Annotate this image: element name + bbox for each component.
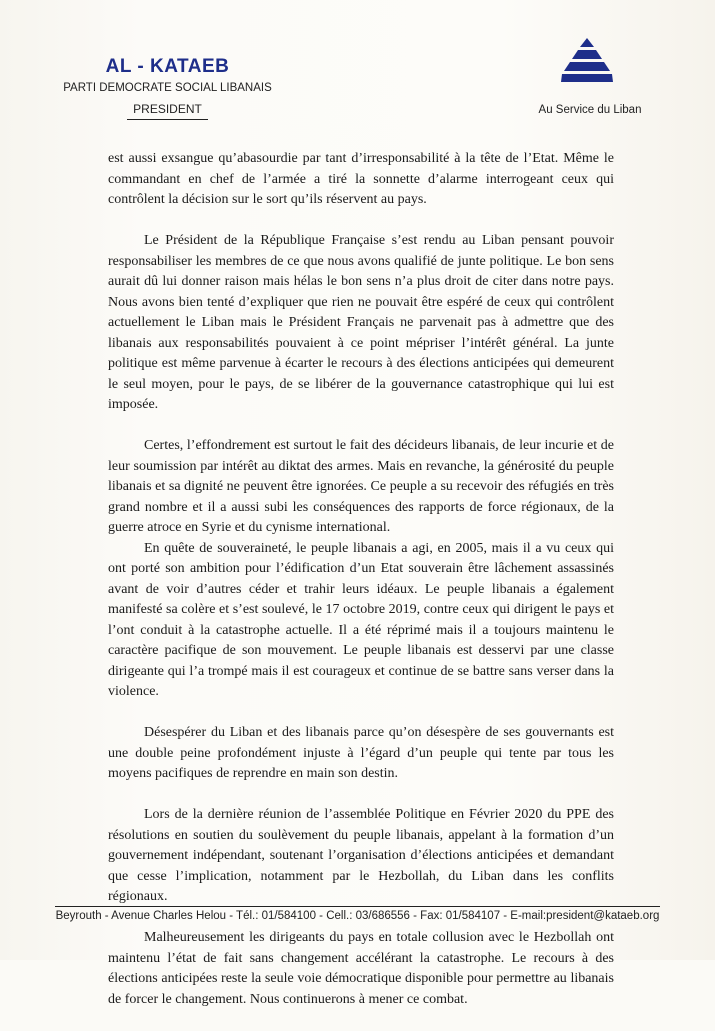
president-title: PRESIDENT bbox=[127, 101, 208, 120]
letter-body bbox=[108, 149, 614, 1031]
paragraph: En quête de souveraineté, le peuple libanais a agi, en 2005, mais il a vu ceux qui ont porté son ambition pour l’édification d’un Etat souverain être lâchement assassinés avant de voir d’autres céder et trahir leurs idéaux. Le peuple libanais a également manifesté sa colère et s’est soulevé, le 17 octobre 2019, contre ceux qui dirigent le pays et l’ont conduit à la catastrophe actuelle. Il a été réprimé mais il a toujours maintenu le caractère pacifique de son mouvement. Le peuple libanais est desservi par une classe dirigeante qui l’a trompé mais il est courageux et continue de se battre sans verser dans la violence. bbox=[108, 540, 614, 699]
kataeb-logo-icon bbox=[561, 38, 613, 86]
paragraph: Certes, l’effondrement est surtout le fait des décideurs libanais, de leur incurie et de leur soumission par intérêt au diktat des armes. Mais en revanche, la générosité du peuple libanais et sa dignité ne peuvent être ignorées. Ce peuple a su recevoir des réfugiés en très grand nombre et il a aussi subi les conséquences des rapports de force régionaux, de la guerre atroce en Syrie et du cynisme international. bbox=[108, 438, 614, 535]
paragraph: Désespérer du Liban et des libanais parce qu’on désespère de ses gouvernants est une double peine profondément injuste à l’égard d’un peuple qui tente par tous les moyens pacifiques de reprendre en main son destin. bbox=[108, 725, 614, 781]
letterhead bbox=[60, 55, 275, 120]
paragraph: Lors de la dernière réunion de l’assemblée Politique en Février 2020 du PPE des résolutions en soutien du soulèvement du peuple libanais, appelant à la formation d’un gouvernement indépendant, soutenant l’organisation d’élections anticipées et demandant que cesse l’implication, notamment par le Hezbollah, du Liban dans les conflits régionaux. bbox=[108, 807, 614, 904]
paragraph: est aussi exsangue qu’abasourdie par tant d’irresponsabilité à la tête de l’Etat. Même le commandant en chef de l’armée a tiré la sonnette d’alarme interrogeant ceux qui contrôlent la décision sur le sort qu’ils réservent au pays. bbox=[108, 151, 614, 207]
org-name: AL - KATAEB bbox=[105, 56, 230, 77]
footer-divider bbox=[55, 906, 660, 907]
footer-contact: Beyrouth - Avenue Charles Helou - Tél.: 01/584100 - Cell.: 03/686556 - Fax: 01/584107 - E-mail:president@kataeb.org bbox=[55, 910, 660, 922]
paragraph: Malheureusement les dirigeants du pays en totale collusion avec le Hezbollah ont maintenu l’état de fait sans changement accélérant la catastrophe. Le recours à des élections anticipées reste la seule voie démocratique disponible pour permettre au libanais de forcer le changement. Nous continuerons à mener ce combat. bbox=[108, 930, 614, 1007]
org-subtitle: PARTI DEMOCRATE SOCIAL LIBANAIS bbox=[63, 82, 272, 94]
motto: Au Service du Liban bbox=[538, 104, 642, 116]
paragraph: Le Président de la République Française s’est rendu au Liban pensant pouvoir responsabiliser les membres de ce que nous avons qualifié de junte politique. Le bon sens aurait dû lui donner raison mais hélas le bon sens n’a plus droit de citer dans notre pays. Nous avons bien tenté d’expliquer que rien ne pouvait être espéré de ceux qui contrôlent actuellement le Liban mais le Président Français ne parvenait pas à admettre que des libanais aux responsabilités pouvaient à ce point mépriser l’intérêt général. La junte politique est même parvenue à écarter le recours à des élections anticipées qui demeurent le seul moyen, pour le pays, de se libérer de la gouvernance catastrophique qui lui est imposée. bbox=[108, 233, 614, 412]
